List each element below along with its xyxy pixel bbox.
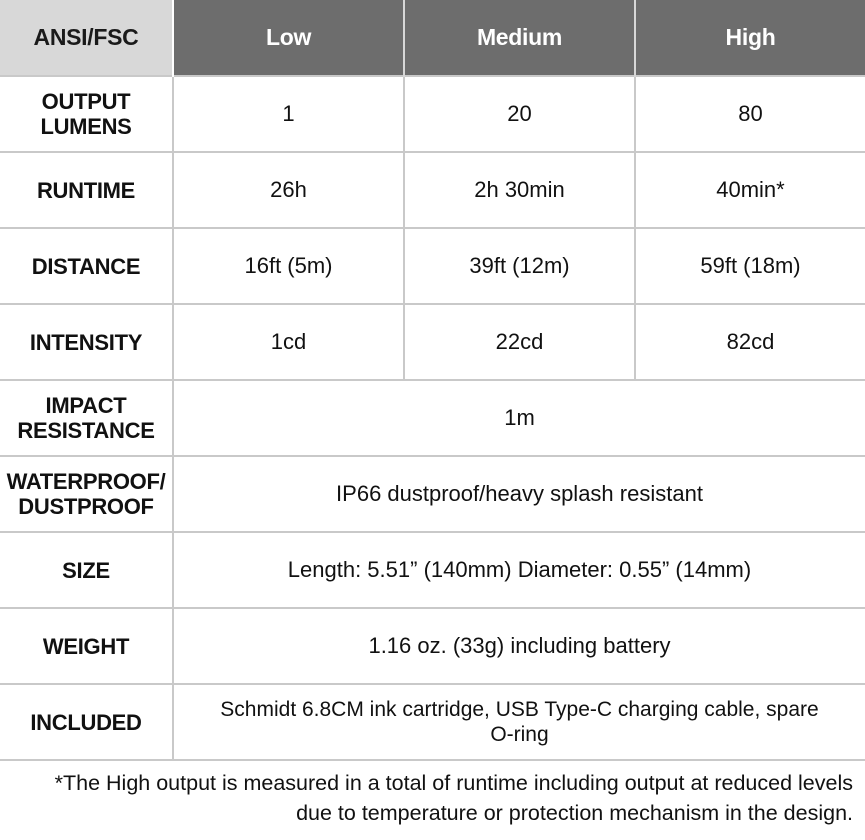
value-high: 82cd [635, 304, 865, 380]
footnote [13, 768, 853, 828]
row-runtime [0, 152, 865, 228]
value-low: 16ft (5m) [173, 228, 404, 304]
label-line: RESISTANCE [17, 418, 155, 443]
value-medium: 2h 30min [404, 152, 635, 228]
row-included [0, 684, 865, 760]
value-medium: 39ft (12m) [404, 228, 635, 304]
value-high: 40min* [635, 152, 865, 228]
footnote-line: due to temperature or protection mechanism in the design. [296, 801, 853, 825]
row-label-output-lumens [0, 76, 173, 152]
row-label-intensity: INTENSITY [0, 304, 173, 380]
value-weight: 1.16 oz. (33g) including battery [173, 608, 865, 684]
label-line: OUTPUT [41, 89, 131, 114]
label-line: DUSTPROOF [18, 494, 154, 519]
row-label-included: INCLUDED [0, 684, 173, 760]
row-label-size: SIZE [0, 532, 173, 608]
value-low: 1 [173, 76, 404, 152]
row-label-runtime: RUNTIME [0, 152, 173, 228]
value-size: Length: 5.51” (140mm) Diameter: 0.55” (14mm) [173, 532, 865, 608]
row-size [0, 532, 865, 608]
row-waterproof-dustproof [0, 456, 865, 532]
row-output-lumens [0, 76, 865, 152]
row-label-distance: DISTANCE [0, 228, 173, 304]
label-line: IMPACT [45, 393, 127, 418]
header-mode-medium: Medium [404, 0, 635, 76]
row-weight [0, 608, 865, 684]
header-mode-low: Low [173, 0, 404, 76]
row-label-weight: WEIGHT [0, 608, 173, 684]
value-impact-resistance: 1m [173, 380, 865, 456]
row-label-waterproof-dustproof [0, 456, 173, 532]
value-included [173, 684, 865, 760]
value-high: 80 [635, 76, 865, 152]
header-label-ansi-fsc: ANSI/FSC [0, 0, 173, 76]
value-low: 26h [173, 152, 404, 228]
row-distance [0, 228, 865, 304]
header-mode-high: High [635, 0, 865, 76]
label-line: LUMENS [40, 114, 132, 139]
value-medium: 20 [404, 76, 635, 152]
value-low: 1cd [173, 304, 404, 380]
label-line: WATERPROOF/ [6, 469, 166, 494]
value-medium: 22cd [404, 304, 635, 380]
included-line: Schmidt 6.8CM ink cartridge, USB Type-C charging cable, spare [220, 698, 819, 721]
row-impact-resistance [0, 380, 865, 456]
header-row [0, 0, 865, 76]
value-high: 59ft (18m) [635, 228, 865, 304]
row-label-impact-resistance [0, 380, 173, 456]
row-intensity [0, 304, 865, 380]
included-line: O-ring [490, 723, 549, 746]
value-waterproof-dustproof: IP66 dustproof/heavy splash resistant [173, 456, 865, 532]
footnote-line: *The High output is measured in a total of runtime including output at reduced levels [54, 771, 853, 795]
